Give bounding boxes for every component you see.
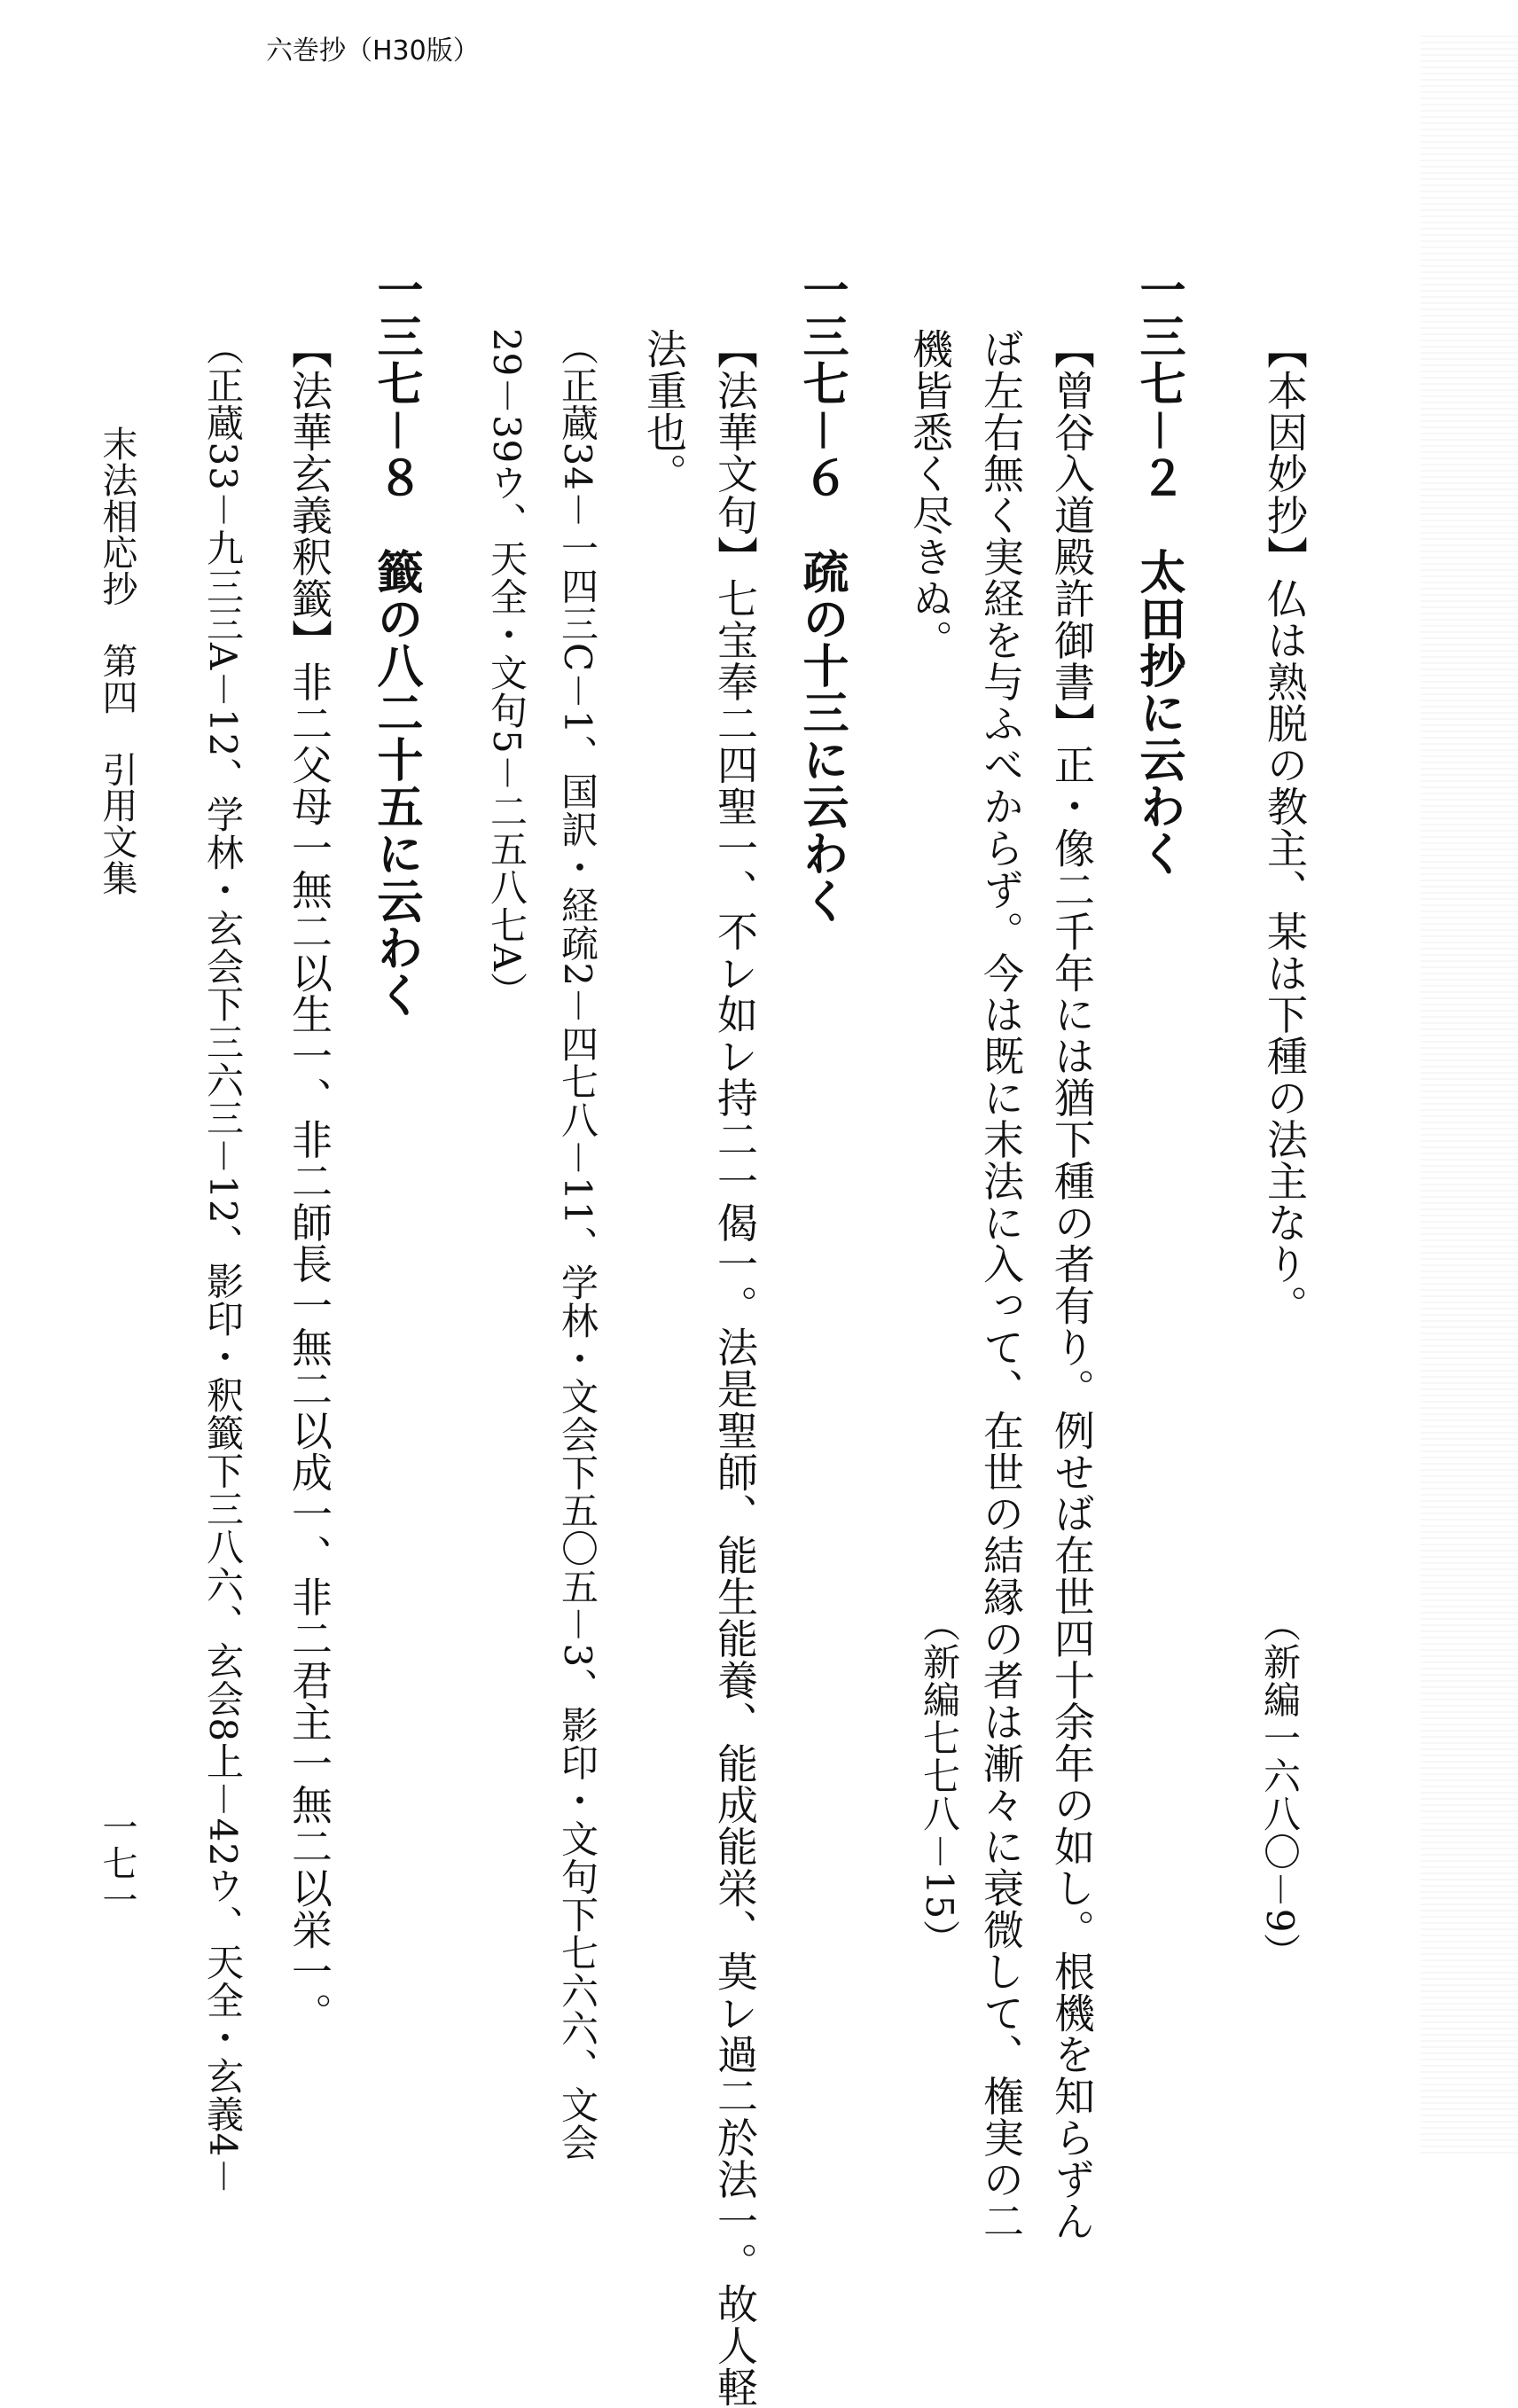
page-number: 一七一 [97,1809,137,1918]
entry2-text-1: 正・像二千年には猶下種の者有り。例せば在世四十余年の如し。根機を知らずん [1048,744,1096,2242]
scan-edge-texture [1420,35,1518,2154]
entry1-ref: （新編一六八〇－9） [1258,1605,1302,1972]
running-header: 六巻抄（H30版） [266,35,480,66]
entry3-ref-1: （正蔵34－一四三C－1、国訳・経疏2－四七八－11、学林・文会下五〇五－3、影印・文句下七六六、文会 [556,328,599,2162]
entry4-line-1 [286,328,333,2034]
entry1-text: 仏は熟脱の教主、某は下種の法主なり。 [1261,577,1309,1327]
entry3-heading: 一三七－６ 疏の十三に云わく [794,266,848,925]
entry2-line-2: ば左右無く実経を与ふべからず。今は既に末法に入って、在世の結縁の者は漸々に衰微して、権実の二 [977,328,1025,2242]
entry2-line-1 [1048,328,1096,2242]
entry1-source: 【本因妙抄】 [1261,328,1309,578]
entry3-line-1 [711,328,759,2408]
entry2-source: 【曾谷入道殿許御書】 [1048,328,1096,745]
entry2-heading: 一三七－２ 太田抄に云わく [1131,266,1185,878]
entry3-ref-2: 29－39ウ、天全・文句5－二五八七A） [485,328,528,1010]
entry3-text-1: 七宝奉二四聖一、不レ如レ持二一偈一。法是聖師、能生能養、能成能栄、莫レ過二於法一。故人軽 [711,577,759,2408]
entry1-line [1261,328,1309,1327]
entry4-text-1: 非二父母一無二以生一、非二師長一無二以成一、非二君主一無二以栄一。 [286,661,333,2034]
footer-section: 末法相応抄 第四 引用文集 [97,426,137,896]
entry2-ref: （新編七七八－15） [918,1605,961,1958]
entry4-ref-1: （正蔵33－九三三A－12、学林・玄会下三六三－12、影印・釈籤下三八六、玄会8上－42ウ、天全・玄義4－ [201,328,245,2196]
entry4-source: 【法華玄義釈籤】 [286,328,333,661]
entry4-heading: 一三七－８ 籤の八二十五に云わく [369,266,422,1019]
entry3-source: 【法華文句】 [711,328,759,578]
entry3-line-2: 法重也。 [640,328,688,495]
entry2-line-3: 機皆悉く尽きぬ。 [906,328,954,661]
